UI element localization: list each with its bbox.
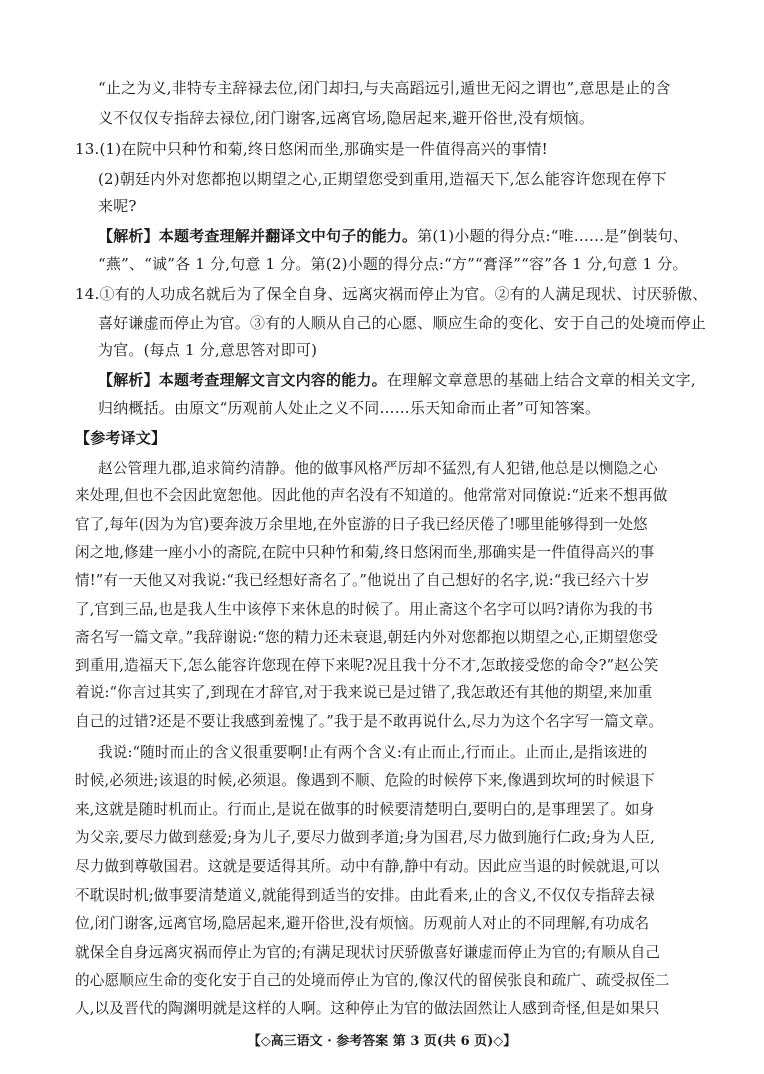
reference-translation-title: 【参考译文】	[75, 429, 167, 447]
text-line: 着说:“你言过其实了,到现在才辞官,对于我来说已是过错了,我怎敢还有其他的期望,来加重	[75, 684, 653, 701]
text-line: (2)朝廷内外对您都抱以期望之心,正期望您受到重用,造福天下,怎么能容许您现在停下	[98, 170, 667, 188]
text-line: “燕”、“诚”各 1 分,句意 1 分。第(2)小题的得分点:“方”“膏泽”“容”各 1 分,句意 1 分。	[98, 255, 688, 273]
page-footer: 【◇高三语文 · 参考答案 第 3 页(共 6 页)◇】	[247, 1034, 517, 1049]
text-line: 尽力做到尊敬国君。这就是要适得其所。动中有静,静中有动。因此应当退的时候就退,可以	[75, 858, 660, 875]
text-line: 官了,每年(因为为官)要奔波万余里地,在外宦游的日子我已经厌倦了!哪里能够得到一处悠	[75, 516, 648, 533]
text-line: 来呢?	[98, 197, 137, 215]
analysis-label: 【解析】本题考查理解并翻译文中句子的能力。	[98, 227, 418, 245]
text-line: 闲之地,修建一座小小的斋院,在院中只种竹和菊,终日悠闲而坐,那确实是一件值得高兴的事	[75, 544, 655, 561]
text-line: 13.(1)在院中只种竹和菊,终日悠闲而坐,那确实是一件值得高兴的事情!	[75, 140, 548, 158]
text-line: 喜好谦虚而停止为官。③有的人顺从自己的心愿、顺应生命的变化、安于自己的处境而停止	[98, 314, 707, 332]
text-line: 了,官到三品,也是我人生中该停下来休息的时候了。用止斋这个名字可以吗?请你为我的书	[75, 601, 653, 618]
text-line: 为官。(每点 1 分,意思答对即可)	[98, 341, 318, 359]
text-line: 14.①有的人功成名就后为了保全自身、远离灾祸而停止为官。②有的人满足现状、讨厌骄傲、	[75, 285, 708, 303]
text-line: 不耽误时机;做事要清楚道义,就能得到适当的安排。由此看来,止的含义,不仅仅专指辞去禄	[75, 887, 655, 904]
text-line: 赵公管理九郡,追求简约清静。他的做事风格严厉却不猛烈,有人犯错,他总是以恻隐之心	[98, 460, 658, 477]
text-line: 来处理,但也不会因此宽恕他。因此他的声名没有不知道的。他常常对同僚说:“近来不想再做	[75, 487, 668, 504]
text-line: 情!”有一天他又对我说:“我已经想好斋名了。”他说出了自己想好的名字,说:“我已经六十岁	[75, 572, 650, 589]
text-line: 就保全自身远离灾祸而停止为官的;有满足现状讨厌骄傲喜好谦虚而停止为官的;有顺从自己	[75, 944, 661, 961]
text-line: 斋名写一篇文章。”我辞谢说:“您的精力还未衰退,朝廷内外对您都抱以期望之心,正期望您受	[75, 629, 658, 646]
analysis-text: 第(1)小题的得分点:“唯……是”倒装句、	[417, 227, 689, 245]
analysis-text: 在理解文章意思的基础上结合文章的相关文字,	[386, 371, 696, 389]
text-line: “止之为义,非特专主辞禄去位,闭门却扫,与夫高蹈远引,遁世无闷之谓也”,意思是止的含	[98, 79, 671, 97]
text-line: 归纳概括。由原文“历观前人处止之义不同……乐天知命而止者”可知答案。	[98, 399, 601, 417]
text-line: 义不仅仅专指辞去禄位,闭门谢客,远离官场,隐居起来,避开俗世,没有烦恼。	[98, 109, 595, 127]
text-line: 来,这就是随时机而止。行而止,是说在做事的时候要清楚明白,要明白的,是事理罢了。如身	[75, 801, 655, 818]
text-line: 时候,必须进;该退的时候,必须退。像遇到不顺、危险的时候停下来,像遇到坎坷的时候退下	[75, 772, 655, 789]
text-line: 的心愿顺应生命的变化安于自己的处境而停止为官的,像汉代的留侯张良和疏广、疏受叔侄二	[75, 972, 670, 989]
text-line: 人,以及晋代的陶渊明就是这样的人啊。这种停止为官的做法固然让人感到奇怪,但是如果只	[75, 1000, 660, 1017]
text-line: 到重用,造福天下,怎么能容许您现在停下来呢?况且我十分不才,怎敢接受您的命令?”赵公笑	[75, 657, 659, 674]
text-line: 自己的过错?还是不要让我感到羞愧了。”我于是不敢再说什么,尽力为这个名字写一篇文章。	[75, 713, 664, 730]
text-line: 我说:“随时而止的含义很重要啊!止有两个含义:有止而止,行而止。止而止,是指该进的	[98, 744, 648, 761]
analysis-label: 【解析】本题考查理解文言文内容的能力。	[98, 371, 387, 389]
text-line	[98, 226, 688, 246]
text-line: 位,闭门谢客,远离官场,隐居起来,避开俗世,没有烦恼。历观前人对止的不同理解,有功成名	[75, 915, 650, 932]
text-line	[98, 370, 696, 390]
text-line: 为父亲,要尽力做到慈爱;身为儿子,要尽力做到孝道;身为国君,尽力做到施行仁政;身为人臣,	[75, 829, 655, 846]
